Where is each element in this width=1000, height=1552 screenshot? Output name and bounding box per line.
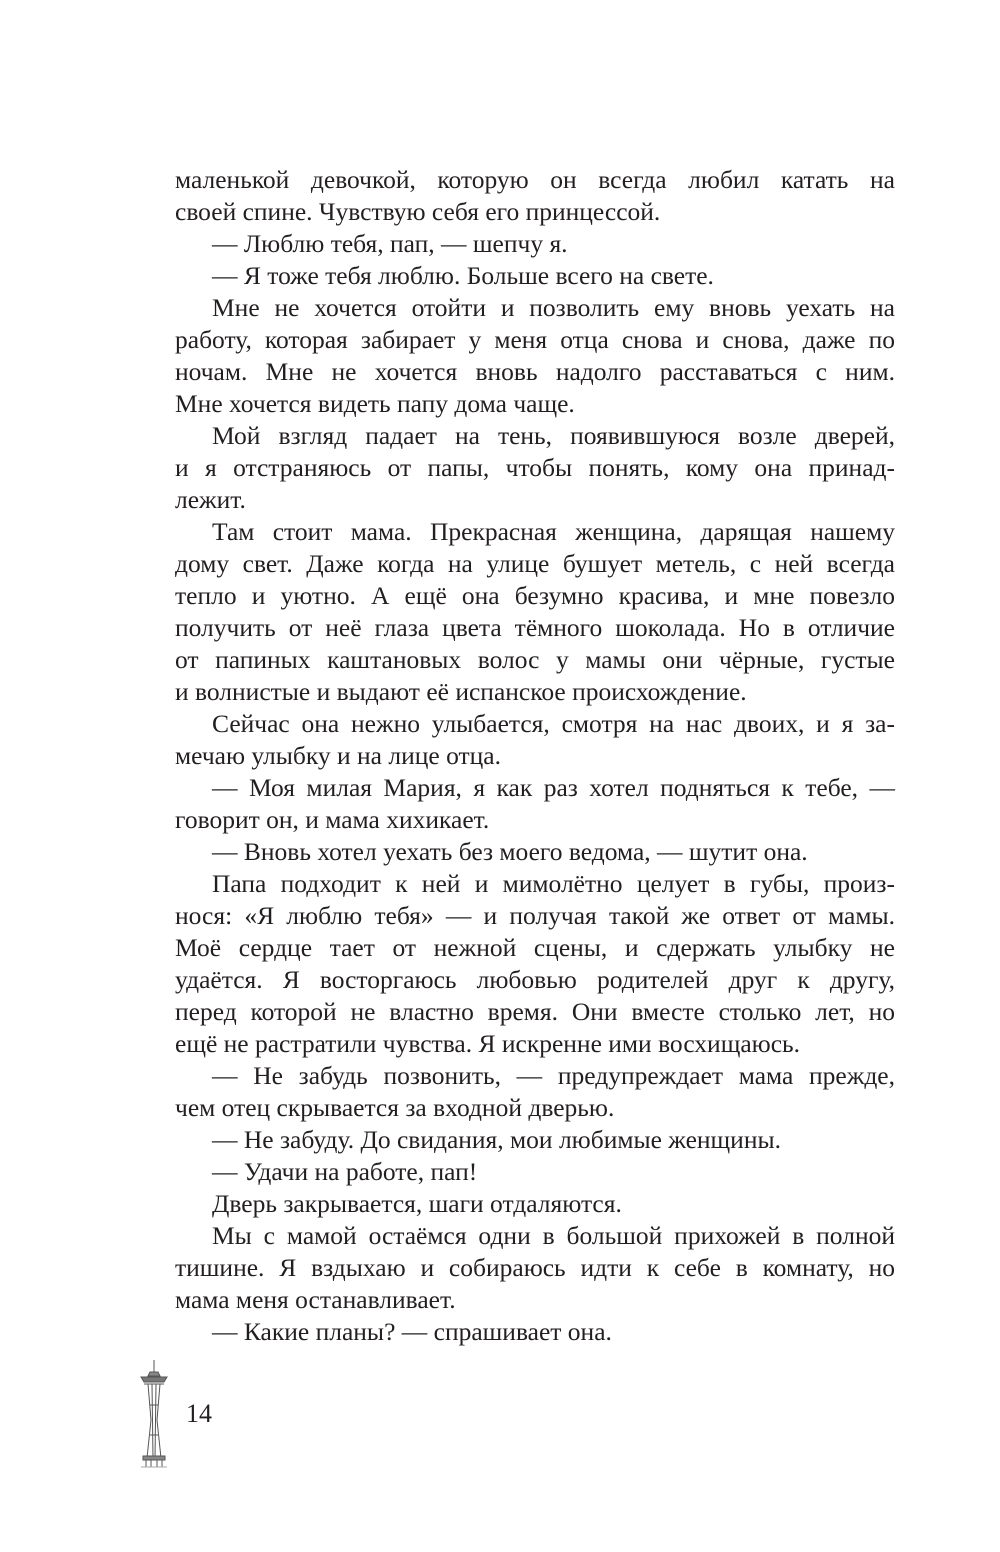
text-line: Мне хочется видеть папу дома чаще.: [175, 389, 575, 418]
text-line: тепло и уютно. А ещё она безумно красива, и мне повезло: [175, 581, 895, 610]
paragraph: [175, 1060, 895, 1124]
text-line: перед которой не властно время. Они вместе столько лет, но: [175, 997, 895, 1026]
paragraph: [175, 228, 895, 260]
text-line: — Не забуду. До свидания, мои любимые женщины.: [212, 1125, 781, 1154]
text-line: мама меня останавливает.: [175, 1285, 456, 1314]
text-line: — Люблю тебя, пап, — шепчу я.: [212, 229, 568, 258]
text-line: работу, которая забирает у меня отца снова и снова, даже по: [175, 325, 895, 354]
text-line: — Вновь хотел уехать без моего ведома, — шутит она.: [212, 837, 808, 866]
text-line: своей спине. Чувствую себя его принцессой.: [175, 197, 661, 226]
text-line: и волнистые и выдают её испанское происхождение.: [175, 677, 747, 706]
paragraph: [175, 1124, 895, 1156]
body-text: [175, 164, 895, 1348]
paragraph: [175, 164, 895, 228]
page-number: 14: [186, 1399, 212, 1428]
text-line: получить от неё глаза цвета тёмного шоколада. Но в отличие: [175, 613, 895, 642]
text-line: ещё не растратили чувства. Я искренне ими восхищаюсь.: [175, 1029, 801, 1058]
text-line: — Моя милая Мария, я как раз хотел подняться к тебе, —: [212, 773, 895, 802]
text-line: — Я тоже тебя люблю. Больше всего на свете.: [212, 261, 714, 290]
paragraph: [175, 868, 895, 1060]
text-line: Дверь закрывается, шаги отдаляются.: [212, 1189, 622, 1218]
text-line: маленькой девочкой, которую он всегда любил катать на: [175, 165, 895, 194]
paragraph: [175, 708, 895, 772]
text-line: Сейчас она нежно улыбается, смотря на нас двоих, и я за-: [212, 709, 895, 738]
text-line: — Удачи на работе, пап!: [212, 1157, 478, 1186]
space-needle-tower-icon: [138, 1360, 170, 1468]
text-line: Мы с мамой остаёмся одни в большой прихожей в полной: [212, 1221, 895, 1250]
paragraph: [175, 772, 895, 836]
paragraph: [175, 1156, 895, 1188]
text-line: удаётся. Я восторгаюсь любовью родителей друг к другу,: [175, 965, 895, 994]
text-line: мечаю улыбку и на лице отца.: [175, 741, 501, 770]
paragraph: [175, 1188, 895, 1220]
paragraph: [175, 420, 895, 516]
text-line: чем отец скрывается за входной дверью.: [175, 1093, 615, 1122]
text-line: и я отстраняюсь от папы, чтобы понять, кому она принад-: [175, 453, 895, 482]
text-line: тишине. Я вздыхаю и собираюсь идти к себе в комнату, но: [175, 1253, 895, 1282]
paragraph: [175, 260, 895, 292]
text-line: Папа подходит к ней и мимолётно целует в губы, произ-: [212, 869, 895, 898]
text-line: — Не забудь позвонить, — предупреждает мама прежде,: [212, 1061, 895, 1090]
paragraph: [175, 1316, 895, 1348]
text-line: Там стоит мама. Прекрасная женщина, дарящая нашему: [212, 517, 895, 546]
text-line: лежит.: [175, 485, 246, 514]
paragraph: [175, 836, 895, 868]
text-line: — Какие планы? — спрашивает она.: [212, 1317, 612, 1346]
text-line: Мне не хочется отойти и позволить ему вновь уехать на: [212, 293, 895, 322]
paragraph: [175, 516, 895, 708]
text-line: нося: «Я люблю тебя» — и получая такой же ответ от мамы.: [175, 901, 895, 930]
text-line: Мой взгляд падает на тень, появившуюся возле дверей,: [212, 421, 895, 450]
paragraph: [175, 1220, 895, 1316]
text-line: Моё сердце тает от нежной сцены, и сдержать улыбку не: [175, 933, 895, 962]
text-line: дому свет. Даже когда на улице бушует метель, с ней всегда: [175, 549, 895, 578]
text-line: говорит он, и мама хихикает.: [175, 805, 490, 834]
text-line: от папиных каштановых волос у мамы они чёрные, густые: [175, 645, 895, 674]
text-line: ночам. Мне не хочется вновь надолго расставаться с ним.: [175, 357, 895, 386]
paragraph: [175, 292, 895, 420]
